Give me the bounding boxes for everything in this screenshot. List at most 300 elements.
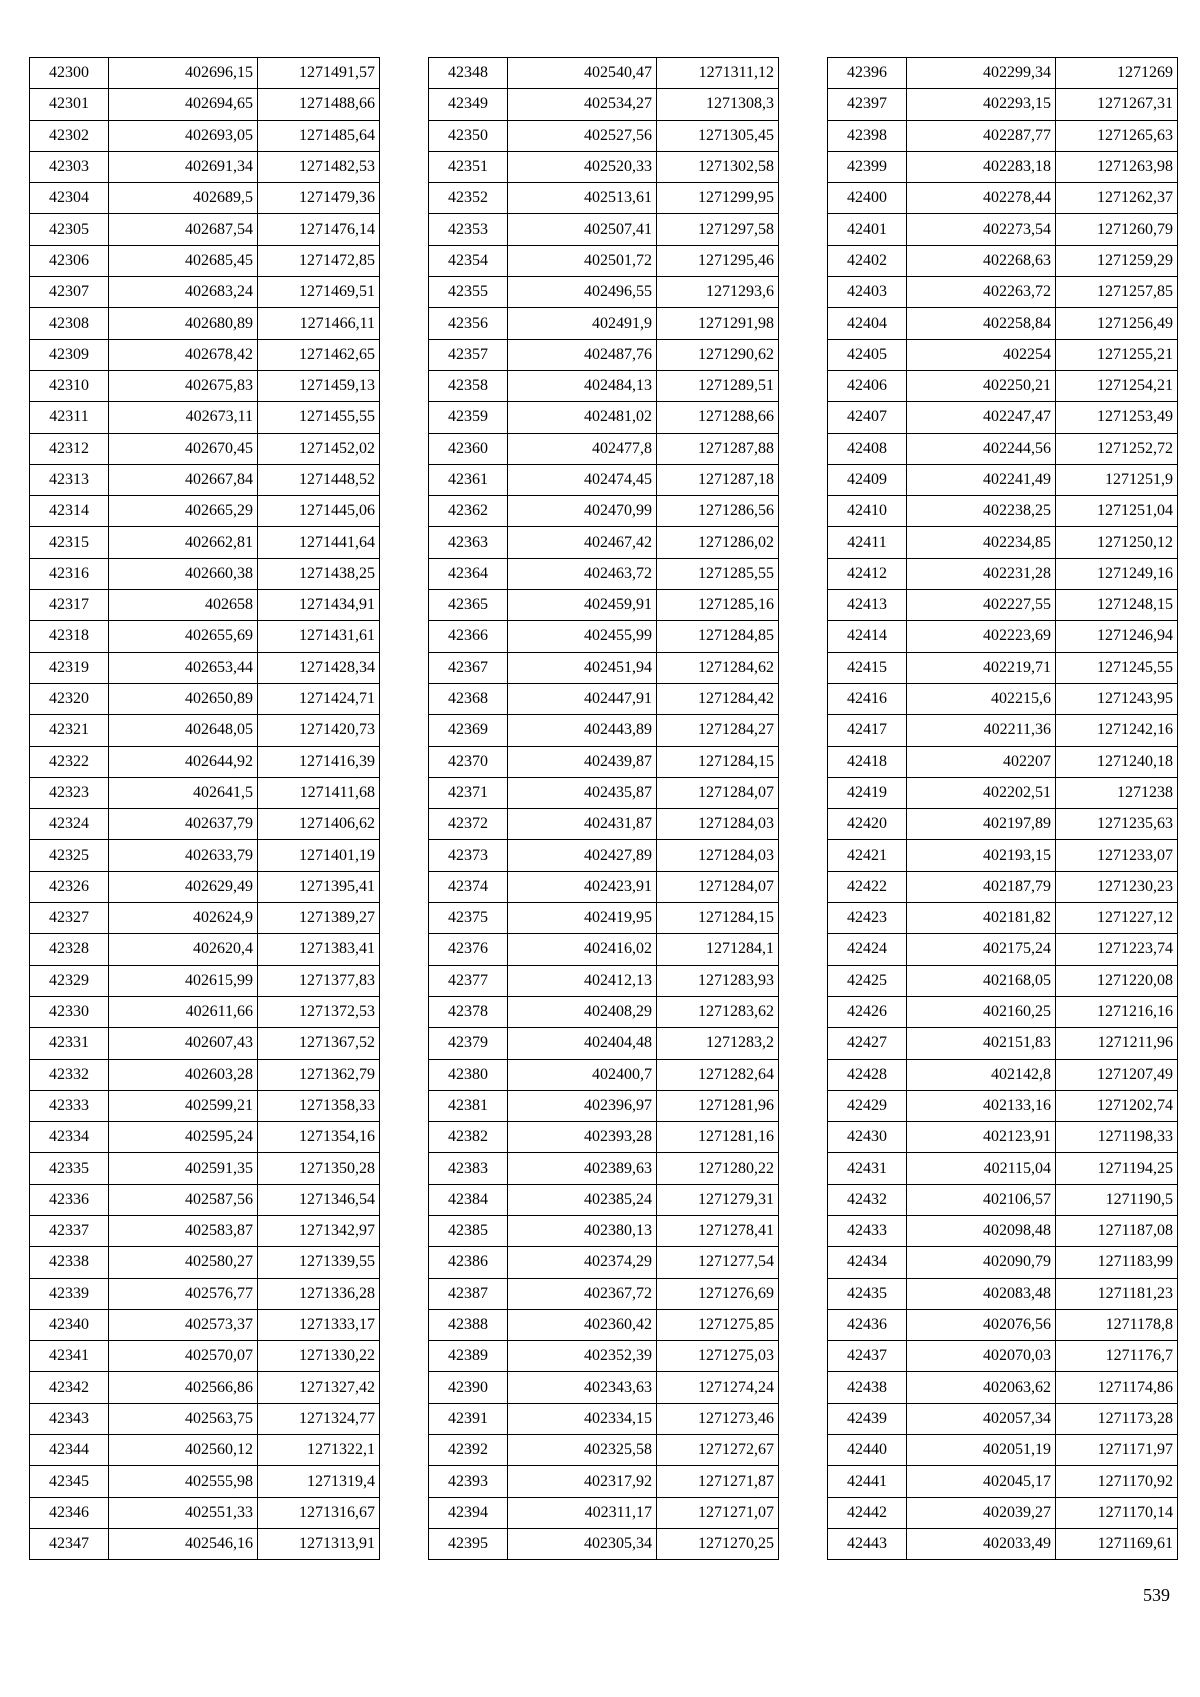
y-coordinate-cell: 1271263,98 (1056, 151, 1178, 182)
point-number-cell: 42436 (828, 1309, 907, 1340)
table-row (30, 903, 380, 934)
y-coordinate-cell: 1271251,04 (1056, 496, 1178, 527)
point-number-cell: 42355 (429, 277, 508, 308)
x-coordinate-cell: 402427,89 (508, 840, 657, 871)
x-coordinate-cell: 402477,8 (508, 433, 657, 464)
y-coordinate-cell: 1271216,16 (1056, 996, 1178, 1027)
y-coordinate-cell: 1271279,31 (657, 1184, 779, 1215)
point-number-cell: 42431 (828, 1153, 907, 1184)
y-coordinate-cell: 1271173,28 (1056, 1403, 1178, 1434)
x-coordinate-cell: 402175,24 (907, 934, 1056, 965)
y-coordinate-cell: 1271284,42 (657, 683, 779, 714)
table-row (30, 934, 380, 965)
table-row (429, 558, 779, 589)
y-coordinate-cell: 1271246,94 (1056, 621, 1178, 652)
table-row (828, 715, 1178, 746)
y-coordinate-cell: 1271267,31 (1056, 89, 1178, 120)
point-number-cell: 42403 (828, 277, 907, 308)
point-number-cell: 42375 (429, 903, 508, 934)
x-coordinate-cell: 402352,39 (508, 1341, 657, 1372)
x-coordinate-cell: 402644,92 (109, 746, 258, 777)
point-number-cell: 42300 (30, 58, 109, 89)
point-number-cell: 42339 (30, 1278, 109, 1309)
x-coordinate-cell: 402360,42 (508, 1309, 657, 1340)
x-coordinate-cell: 402546,16 (109, 1528, 258, 1559)
x-coordinate-cell: 402687,54 (109, 214, 258, 245)
point-number-cell: 42399 (828, 151, 907, 182)
y-coordinate-cell: 1271240,18 (1056, 746, 1178, 777)
table-row (828, 339, 1178, 370)
y-coordinate-cell: 1271251,9 (1056, 464, 1178, 495)
point-number-cell: 42349 (429, 89, 508, 120)
point-number-cell: 42427 (828, 1028, 907, 1059)
point-number-cell: 42406 (828, 370, 907, 401)
y-coordinate-cell: 1271462,65 (258, 339, 380, 370)
y-coordinate-cell: 1271283,93 (657, 965, 779, 996)
x-coordinate-cell: 402576,77 (109, 1278, 258, 1309)
table-row (30, 1215, 380, 1246)
point-number-cell: 42347 (30, 1528, 109, 1559)
table-row (30, 151, 380, 182)
point-number-cell: 42441 (828, 1466, 907, 1497)
y-coordinate-cell: 1271275,85 (657, 1309, 779, 1340)
y-coordinate-cell: 1271220,08 (1056, 965, 1178, 996)
point-number-cell: 42320 (30, 683, 109, 714)
y-coordinate-cell: 1271333,17 (258, 1309, 380, 1340)
x-coordinate-cell: 402287,77 (907, 120, 1056, 151)
point-number-cell: 42410 (828, 496, 907, 527)
x-coordinate-cell: 402115,04 (907, 1153, 1056, 1184)
x-coordinate-cell: 402563,75 (109, 1403, 258, 1434)
y-coordinate-cell: 1271230,23 (1056, 871, 1178, 902)
x-coordinate-cell: 402211,36 (907, 715, 1056, 746)
table-row (828, 1278, 1178, 1309)
x-coordinate-cell: 402389,63 (508, 1153, 657, 1184)
point-number-cell: 42394 (429, 1497, 508, 1528)
x-coordinate-cell: 402278,44 (907, 183, 1056, 214)
table-row (828, 370, 1178, 401)
x-coordinate-cell: 402268,63 (907, 245, 1056, 276)
x-coordinate-cell: 402673,11 (109, 402, 258, 433)
x-coordinate-cell: 402680,89 (109, 308, 258, 339)
x-coordinate-cell: 402033,49 (907, 1528, 1056, 1559)
table-row (828, 308, 1178, 339)
x-coordinate-cell: 402540,47 (508, 58, 657, 89)
x-coordinate-cell: 402273,54 (907, 214, 1056, 245)
x-coordinate-cell: 402527,56 (508, 120, 657, 151)
point-number-cell: 42331 (30, 1028, 109, 1059)
table-row (429, 903, 779, 934)
table-row (828, 965, 1178, 996)
y-coordinate-cell: 1271245,55 (1056, 652, 1178, 683)
point-number-cell: 42408 (828, 433, 907, 464)
point-number-cell: 42348 (429, 58, 508, 89)
x-coordinate-cell: 402423,91 (508, 871, 657, 902)
point-number-cell: 42370 (429, 746, 508, 777)
x-coordinate-cell: 402685,45 (109, 245, 258, 276)
table-row (429, 1341, 779, 1372)
table-row (429, 1497, 779, 1528)
table-row (429, 1028, 779, 1059)
x-coordinate-cell: 402396,97 (508, 1090, 657, 1121)
point-number-cell: 42377 (429, 965, 508, 996)
y-coordinate-cell: 1271233,07 (1056, 840, 1178, 871)
x-coordinate-cell: 402045,17 (907, 1466, 1056, 1497)
x-coordinate-cell: 402650,89 (109, 683, 258, 714)
point-number-cell: 42315 (30, 527, 109, 558)
y-coordinate-cell: 1271284,15 (657, 903, 779, 934)
x-coordinate-cell: 402501,72 (508, 245, 657, 276)
y-coordinate-cell: 1271262,37 (1056, 183, 1178, 214)
point-number-cell: 42384 (429, 1184, 508, 1215)
x-coordinate-cell: 402223,69 (907, 621, 1056, 652)
point-number-cell: 42442 (828, 1497, 907, 1528)
y-coordinate-cell: 1271252,72 (1056, 433, 1178, 464)
point-number-cell: 42309 (30, 339, 109, 370)
y-coordinate-cell: 1271249,16 (1056, 558, 1178, 589)
y-coordinate-cell: 1271276,69 (657, 1278, 779, 1309)
y-coordinate-cell: 1271288,66 (657, 402, 779, 433)
x-coordinate-cell: 402293,15 (907, 89, 1056, 120)
point-number-cell: 42319 (30, 652, 109, 683)
table-row (828, 1341, 1178, 1372)
y-coordinate-cell: 1271243,95 (1056, 683, 1178, 714)
x-coordinate-cell: 402234,85 (907, 527, 1056, 558)
x-coordinate-cell: 402491,9 (508, 308, 657, 339)
y-coordinate-cell: 1271274,24 (657, 1372, 779, 1403)
y-coordinate-cell: 1271383,41 (258, 934, 380, 965)
point-number-cell: 42428 (828, 1059, 907, 1090)
point-number-cell: 42356 (429, 308, 508, 339)
point-number-cell: 42437 (828, 1341, 907, 1372)
y-coordinate-cell: 1271428,34 (258, 652, 380, 683)
y-coordinate-cell: 1271284,1 (657, 934, 779, 965)
point-number-cell: 42307 (30, 277, 109, 308)
x-coordinate-cell: 402263,72 (907, 277, 1056, 308)
x-coordinate-cell: 402299,34 (907, 58, 1056, 89)
point-number-cell: 42343 (30, 1403, 109, 1434)
table-row (30, 245, 380, 276)
x-coordinate-cell: 402168,05 (907, 965, 1056, 996)
point-number-cell: 42372 (429, 809, 508, 840)
x-coordinate-cell: 402534,27 (508, 89, 657, 120)
point-number-cell: 42303 (30, 151, 109, 182)
table-row (828, 1466, 1178, 1497)
point-number-cell: 42365 (429, 590, 508, 621)
table-row (828, 496, 1178, 527)
table-row (30, 590, 380, 621)
point-number-cell: 42354 (429, 245, 508, 276)
y-coordinate-cell: 1271260,79 (1056, 214, 1178, 245)
table-row (30, 1278, 380, 1309)
table-row (30, 402, 380, 433)
x-coordinate-cell: 402393,28 (508, 1122, 657, 1153)
table-row (429, 715, 779, 746)
point-number-cell: 42333 (30, 1090, 109, 1121)
y-coordinate-cell: 1271299,95 (657, 183, 779, 214)
table-row (30, 1028, 380, 1059)
table-row (828, 1247, 1178, 1278)
x-coordinate-cell: 402481,02 (508, 402, 657, 433)
y-coordinate-cell: 1271389,27 (258, 903, 380, 934)
y-coordinate-cell: 1271485,64 (258, 120, 380, 151)
x-coordinate-cell: 402662,81 (109, 527, 258, 558)
table-row (30, 214, 380, 245)
point-number-cell: 42357 (429, 339, 508, 370)
x-coordinate-cell: 402039,27 (907, 1497, 1056, 1528)
x-coordinate-cell: 402325,58 (508, 1435, 657, 1466)
point-number-cell: 42371 (429, 777, 508, 808)
x-coordinate-cell: 402098,48 (907, 1215, 1056, 1246)
x-coordinate-cell: 402241,49 (907, 464, 1056, 495)
point-number-cell: 42391 (429, 1403, 508, 1434)
table-row (429, 1372, 779, 1403)
table-row (828, 1309, 1178, 1340)
table-row (429, 840, 779, 871)
y-coordinate-cell: 1271235,63 (1056, 809, 1178, 840)
point-number-cell: 42416 (828, 683, 907, 714)
y-coordinate-cell: 1271176,7 (1056, 1341, 1178, 1372)
table-row (429, 496, 779, 527)
table-row (30, 1247, 380, 1278)
x-coordinate-cell: 402374,29 (508, 1247, 657, 1278)
y-coordinate-cell: 1271336,28 (258, 1278, 380, 1309)
y-coordinate-cell: 1271330,22 (258, 1341, 380, 1372)
x-coordinate-cell: 402615,99 (109, 965, 258, 996)
table-row (828, 871, 1178, 902)
x-coordinate-cell: 402653,44 (109, 652, 258, 683)
table-row (429, 965, 779, 996)
y-coordinate-cell: 1271170,14 (1056, 1497, 1178, 1528)
x-coordinate-cell: 402655,69 (109, 621, 258, 652)
point-number-cell: 42342 (30, 1372, 109, 1403)
y-coordinate-cell: 1271322,1 (258, 1435, 380, 1466)
y-coordinate-cell: 1271285,55 (657, 558, 779, 589)
point-number-cell: 42316 (30, 558, 109, 589)
y-coordinate-cell: 1271256,49 (1056, 308, 1178, 339)
coordinate-table-2 (428, 57, 779, 1560)
table-row (30, 683, 380, 714)
x-coordinate-cell: 402658 (109, 590, 258, 621)
table-row (429, 370, 779, 401)
x-coordinate-cell: 402641,5 (109, 777, 258, 808)
table-row (429, 1403, 779, 1434)
table-row (828, 1028, 1178, 1059)
table-row (30, 1372, 380, 1403)
y-coordinate-cell: 1271171,97 (1056, 1435, 1178, 1466)
x-coordinate-cell: 402583,87 (109, 1215, 258, 1246)
point-number-cell: 42340 (30, 1309, 109, 1340)
table-row (429, 1215, 779, 1246)
y-coordinate-cell: 1271406,62 (258, 809, 380, 840)
y-coordinate-cell: 1271238 (1056, 777, 1178, 808)
table-row (30, 1403, 380, 1434)
table-row (429, 1059, 779, 1090)
point-number-cell: 42412 (828, 558, 907, 589)
x-coordinate-cell: 402207 (907, 746, 1056, 777)
point-number-cell: 42421 (828, 840, 907, 871)
point-number-cell: 42409 (828, 464, 907, 495)
table-row (429, 1184, 779, 1215)
y-coordinate-cell: 1271273,46 (657, 1403, 779, 1434)
table-row (828, 1528, 1178, 1559)
y-coordinate-cell: 1271416,39 (258, 746, 380, 777)
point-number-cell: 42302 (30, 120, 109, 151)
x-coordinate-cell: 402665,29 (109, 496, 258, 527)
table-row (828, 527, 1178, 558)
point-number-cell: 42426 (828, 996, 907, 1027)
y-coordinate-cell: 1271346,54 (258, 1184, 380, 1215)
y-coordinate-cell: 1271283,62 (657, 996, 779, 1027)
y-coordinate-cell: 1271284,85 (657, 621, 779, 652)
point-number-cell: 42366 (429, 621, 508, 652)
table-row (828, 1435, 1178, 1466)
y-coordinate-cell: 1271362,79 (258, 1059, 380, 1090)
point-number-cell: 42338 (30, 1247, 109, 1278)
table-row (429, 621, 779, 652)
table-row (429, 1122, 779, 1153)
point-number-cell: 42407 (828, 402, 907, 433)
x-coordinate-cell: 402215,6 (907, 683, 1056, 714)
page-number: 539 (1143, 1585, 1170, 1605)
table-row (30, 996, 380, 1027)
y-coordinate-cell: 1271281,96 (657, 1090, 779, 1121)
x-coordinate-cell: 402678,42 (109, 339, 258, 370)
point-number-cell: 42305 (30, 214, 109, 245)
table-row (429, 58, 779, 89)
x-coordinate-cell: 402487,76 (508, 339, 657, 370)
point-number-cell: 42415 (828, 652, 907, 683)
y-coordinate-cell: 1271286,56 (657, 496, 779, 527)
y-coordinate-cell: 1271271,87 (657, 1466, 779, 1497)
y-coordinate-cell: 1271491,57 (258, 58, 380, 89)
point-number-cell: 42414 (828, 621, 907, 652)
table-row (828, 590, 1178, 621)
x-coordinate-cell: 402474,45 (508, 464, 657, 495)
table-row (30, 809, 380, 840)
point-number-cell: 42359 (429, 402, 508, 433)
y-coordinate-cell: 1271284,07 (657, 777, 779, 808)
point-number-cell: 42387 (429, 1278, 508, 1309)
point-number-cell: 42420 (828, 809, 907, 840)
point-number-cell: 42380 (429, 1059, 508, 1090)
table-row (30, 1122, 380, 1153)
x-coordinate-cell: 402151,83 (907, 1028, 1056, 1059)
table-row (429, 183, 779, 214)
table-row (429, 746, 779, 777)
table-row (30, 1528, 380, 1559)
x-coordinate-cell: 402083,48 (907, 1278, 1056, 1309)
y-coordinate-cell: 1271488,66 (258, 89, 380, 120)
y-coordinate-cell: 1271286,02 (657, 527, 779, 558)
point-number-cell: 42335 (30, 1153, 109, 1184)
x-coordinate-cell: 402624,9 (109, 903, 258, 934)
x-coordinate-cell: 402570,07 (109, 1341, 258, 1372)
x-coordinate-cell: 402591,35 (109, 1153, 258, 1184)
table-row (30, 120, 380, 151)
point-number-cell: 42312 (30, 433, 109, 464)
x-coordinate-cell: 402520,33 (508, 151, 657, 182)
x-coordinate-cell: 402580,27 (109, 1247, 258, 1278)
y-coordinate-cell: 1271438,25 (258, 558, 380, 589)
y-coordinate-cell: 1271358,33 (258, 1090, 380, 1121)
y-coordinate-cell: 1271293,6 (657, 277, 779, 308)
x-coordinate-cell: 402238,25 (907, 496, 1056, 527)
table-row (828, 214, 1178, 245)
table-row (429, 245, 779, 276)
x-coordinate-cell: 402070,03 (907, 1341, 1056, 1372)
point-number-cell: 42405 (828, 339, 907, 370)
x-coordinate-cell: 402459,91 (508, 590, 657, 621)
point-number-cell: 42326 (30, 871, 109, 902)
x-coordinate-cell: 402076,56 (907, 1309, 1056, 1340)
x-coordinate-cell: 402202,51 (907, 777, 1056, 808)
x-coordinate-cell: 402197,89 (907, 809, 1056, 840)
table-row (828, 996, 1178, 1027)
point-number-cell: 42392 (429, 1435, 508, 1466)
table-row (429, 464, 779, 495)
y-coordinate-cell: 1271308,3 (657, 89, 779, 120)
table-row (429, 120, 779, 151)
point-number-cell: 42376 (429, 934, 508, 965)
y-coordinate-cell: 1271287,88 (657, 433, 779, 464)
point-number-cell: 42385 (429, 1215, 508, 1246)
y-coordinate-cell: 1271350,28 (258, 1153, 380, 1184)
point-number-cell: 42438 (828, 1372, 907, 1403)
table-row (30, 746, 380, 777)
point-number-cell: 42425 (828, 965, 907, 996)
point-number-cell: 42423 (828, 903, 907, 934)
table-row (429, 934, 779, 965)
point-number-cell: 42388 (429, 1309, 508, 1340)
x-coordinate-cell: 402187,79 (907, 871, 1056, 902)
table-row (828, 1497, 1178, 1528)
y-coordinate-cell: 1271287,18 (657, 464, 779, 495)
y-coordinate-cell: 1271311,12 (657, 58, 779, 89)
point-number-cell: 42393 (429, 1466, 508, 1497)
table-row (429, 777, 779, 808)
y-coordinate-cell: 1271271,07 (657, 1497, 779, 1528)
y-coordinate-cell: 1271211,96 (1056, 1028, 1178, 1059)
y-coordinate-cell: 1271284,62 (657, 652, 779, 683)
table-row (429, 996, 779, 1027)
y-coordinate-cell: 1271284,03 (657, 809, 779, 840)
x-coordinate-cell: 402439,87 (508, 746, 657, 777)
table-row (828, 1372, 1178, 1403)
y-coordinate-cell: 1271248,15 (1056, 590, 1178, 621)
point-number-cell: 42382 (429, 1122, 508, 1153)
x-coordinate-cell: 402400,7 (508, 1059, 657, 1090)
table-row (429, 1435, 779, 1466)
x-coordinate-cell: 402385,24 (508, 1184, 657, 1215)
table-row (429, 402, 779, 433)
point-number-cell: 42379 (429, 1028, 508, 1059)
table-row (429, 1153, 779, 1184)
table-row (429, 277, 779, 308)
x-coordinate-cell: 402620,4 (109, 934, 258, 965)
x-coordinate-cell: 402566,86 (109, 1372, 258, 1403)
point-number-cell: 42404 (828, 308, 907, 339)
point-number-cell: 42418 (828, 746, 907, 777)
y-coordinate-cell: 1271169,61 (1056, 1528, 1178, 1559)
table-row (429, 1247, 779, 1278)
y-coordinate-cell: 1271187,08 (1056, 1215, 1178, 1246)
table-row (30, 558, 380, 589)
table-row (30, 496, 380, 527)
x-coordinate-cell: 402696,15 (109, 58, 258, 89)
y-coordinate-cell: 1271283,2 (657, 1028, 779, 1059)
table-row (828, 746, 1178, 777)
